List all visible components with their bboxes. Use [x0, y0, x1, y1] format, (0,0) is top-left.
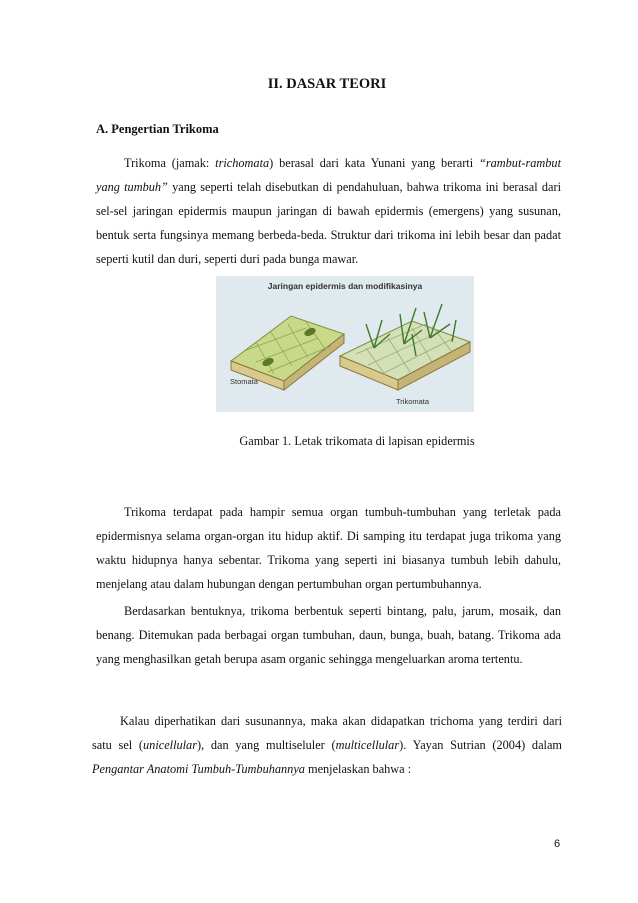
section-heading: A. Pengertian Trikoma: [96, 122, 219, 136]
p1-italic-quote: “rambut-rambut yang tumbuh”: [96, 156, 561, 194]
p1-text-c: ) berasal dari kata Yunani yang berarti: [269, 156, 479, 170]
p4-text-a: Kalau diperhatikan dari susunannya, maka akan didapatkan trichoma yang terdiri dari satu sel (: [92, 714, 562, 752]
p4-italic-multicellular: multicellular: [335, 738, 400, 752]
paragraph-definition: [96, 151, 561, 271]
epidermis-figure: [216, 276, 474, 412]
p4-text-g: menjelaskan bahwa :: [304, 762, 412, 776]
p1-text-a: Trikoma (jamak:: [124, 156, 216, 170]
stomata-label: Stomata: [230, 377, 258, 386]
p4-italic-book-title: Pengantar Anatomi Tumbuh-Tumbuhannya: [92, 762, 305, 776]
p4-italic-unicellular: unicellular: [143, 738, 197, 752]
figure-title: Jaringan epidermis dan modifikasinya: [267, 281, 423, 291]
p1-text-e: yang seperti telah disebutkan di pendahuluan, bahwa trikoma ini berasal dari sel-sel jaringan epidermis maupun jaringan di bawah epidermis (emergens) yang susunan, bentuk serta fungsinya memang berbeda-beda. Struktur dari trikoma ini lebih besar dan padat seperti kutil dan duri, seperti duri pada bunga mawar.: [96, 180, 561, 266]
figure-caption: Gambar 1. Letak trikomata di lapisan epidermis: [239, 434, 475, 448]
epidermis-illustration: [216, 276, 474, 412]
paragraph-occurrence: [96, 500, 561, 596]
page-number: 6: [554, 838, 561, 850]
chapter-heading: II. DASAR TEORI: [267, 76, 387, 92]
p4-text-e: ). Yayan Sutrian (2004) dalam: [399, 738, 562, 752]
p4-text-c: ), dan yang multiseluler (: [197, 738, 336, 752]
p2-text: Trikoma terdapat pada hampir semua organ tumbuh-tumbuhan yang terletak pada epidermisnya selama organ-organ itu hidup aktif. Di samping itu terdapat juga trikoma yang waktu hidupnya hanya sebentar. Trikoma yang seperti ini biasanya tumbuh lebih dahulu, menjelang atau dalam hubungan dengan pertumbuhan organ pertumbuhannya.: [96, 505, 561, 591]
p1-italic-term: trichomata: [215, 156, 270, 170]
paragraph-shapes: [96, 599, 561, 671]
p3-text: Berdasarkan bentuknya, trikoma berbentuk seperti bintang, palu, jarum, mosaik, dan benang. Ditemukan pada berbagai organ tumbuhan, daun, bunga, buah, batang. Trikoma ada yang menghasilkan getah berupa asam organic sehingga mengeluarkan aroma tertentu.: [96, 604, 561, 666]
trichome-label: Trikomata: [396, 397, 430, 406]
paragraph-structure: [92, 709, 562, 781]
